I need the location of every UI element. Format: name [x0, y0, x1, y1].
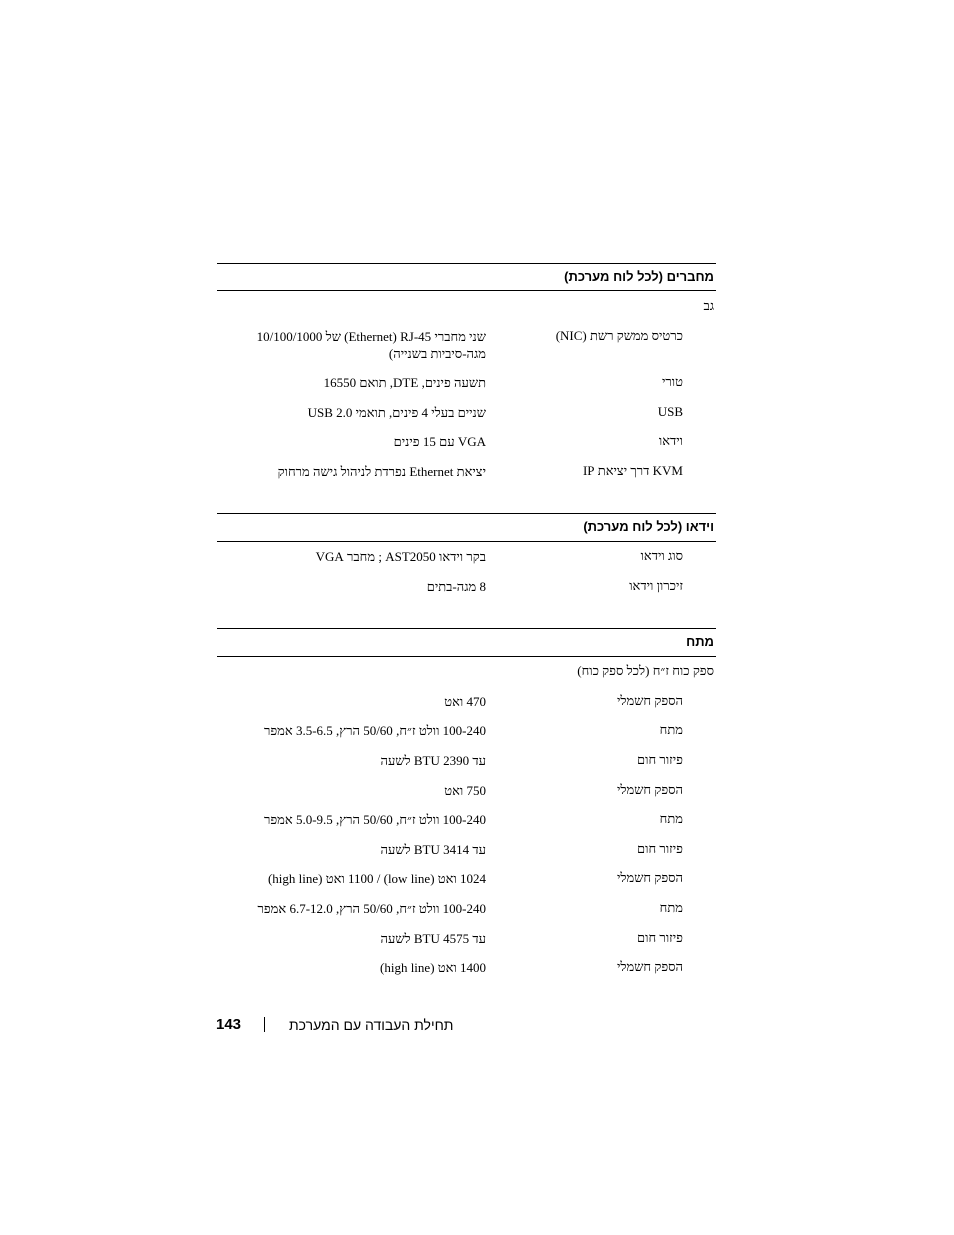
- spec-label: כרטיס ממשק רשת (NIC): [555, 328, 683, 343]
- spec-label: הספק חשמלי: [617, 782, 683, 797]
- spec-label: הספק חשמלי: [617, 693, 683, 708]
- spec-value: [246, 328, 486, 362]
- section-rule: [217, 541, 716, 542]
- spec-value-line: 100-240 וולט ז״ח, 50/60 הרץ, 5.0-9.5 אמפר: [263, 812, 486, 827]
- spec-value: [246, 870, 486, 887]
- spec-value-line: 100-240 וולט ז״ח, 50/60 הרץ, 6.7-12.0 אמפר: [257, 901, 486, 916]
- spec-value-line: 8 מגה-בתים: [426, 579, 486, 594]
- spec-label: זיכרון וידאו: [629, 578, 683, 593]
- spec-value-line: עד 4575 BTU לשעה: [380, 931, 486, 946]
- spec-label: וידאו: [658, 433, 683, 448]
- spec-value: [246, 548, 486, 565]
- spec-value: [246, 693, 486, 710]
- spec-value: [246, 578, 486, 595]
- spec-value-line: מגה-סיביות בשנייה): [388, 346, 486, 361]
- spec-label: מתח: [659, 722, 683, 737]
- section-title: מחברים (לכל לוח מערכת): [564, 269, 714, 284]
- section-rule: [217, 290, 716, 291]
- spec-value-line: שני מחברי RJ-45 ‏(Ethernet) של 10/100/1000: [256, 329, 486, 344]
- spec-value: [246, 433, 486, 450]
- spec-label: פיזור חום: [637, 841, 683, 856]
- spec-value-line: VGA עם 15 פינים: [393, 434, 486, 449]
- section-subheading: ספק כוח ז״ח (לכל ספק כוח): [577, 663, 714, 678]
- spec-value: [246, 930, 486, 947]
- spec-value: [246, 374, 486, 391]
- spec-value-line: 750 ואט: [444, 783, 486, 798]
- spec-value-line: יציאת Ethernet נפרדת לניהול גישה מרחוק: [277, 464, 486, 479]
- spec-value: [246, 752, 486, 769]
- spec-label: מתח: [659, 900, 683, 915]
- spec-value-line: 100-240 וולט ז״ח, 50/60 הרץ, 3.5-6.5 אמפר: [263, 723, 486, 738]
- spec-value: [246, 463, 486, 480]
- page-number: 143: [216, 1016, 242, 1033]
- spec-value: [246, 900, 486, 917]
- spec-value: [246, 722, 486, 739]
- spec-value-line: עד 3414 BTU לשעה: [380, 842, 486, 857]
- spec-label: טורי: [662, 374, 683, 389]
- spec-value: [246, 811, 486, 828]
- footer-title: תחילת העבודה עם המערכת: [289, 1017, 454, 1033]
- spec-value-line: תשעה פינים, DTE, תואם 16550: [323, 375, 486, 390]
- spec-value-line: 470 ואט: [444, 694, 486, 709]
- spec-value-line: 1024 ואט (low line) / 1100 ואט (high line): [267, 871, 486, 886]
- spec-value: [246, 959, 486, 976]
- spec-value-line: שניים בעלי 4 פינים, תואמי USB 2.0: [307, 405, 486, 420]
- section-rule: [217, 656, 716, 657]
- spec-value: [246, 782, 486, 799]
- spec-label: KVM דרך יציאת IP: [582, 463, 683, 478]
- spec-value: [246, 841, 486, 858]
- spec-label: הספק חשמלי: [617, 959, 683, 974]
- section-title: מתח: [686, 634, 714, 649]
- section-rule: [217, 263, 716, 264]
- spec-label: מתח: [659, 811, 683, 826]
- section-rule: [217, 513, 716, 514]
- section-rule: [217, 628, 716, 629]
- footer-separator: [264, 1017, 265, 1032]
- spec-label: הספק חשמלי: [617, 870, 683, 885]
- spec-value: [246, 404, 486, 421]
- spec-label: פיזור חום: [637, 752, 683, 767]
- spec-label: פיזור חום: [637, 930, 683, 945]
- spec-value-line: בקר וידאו AST2050 ; מחבר VGA: [315, 549, 486, 564]
- spec-value-line: עד 2390 BTU לשעה: [380, 753, 486, 768]
- section-subheading: גב: [703, 298, 714, 313]
- spec-label: USB: [657, 404, 683, 419]
- spec-value-line: 1400 ואט (high line): [379, 960, 486, 975]
- spec-label: סוג וידאו: [640, 548, 683, 563]
- section-title: וידאו (לכל לוח מערכת): [583, 519, 714, 534]
